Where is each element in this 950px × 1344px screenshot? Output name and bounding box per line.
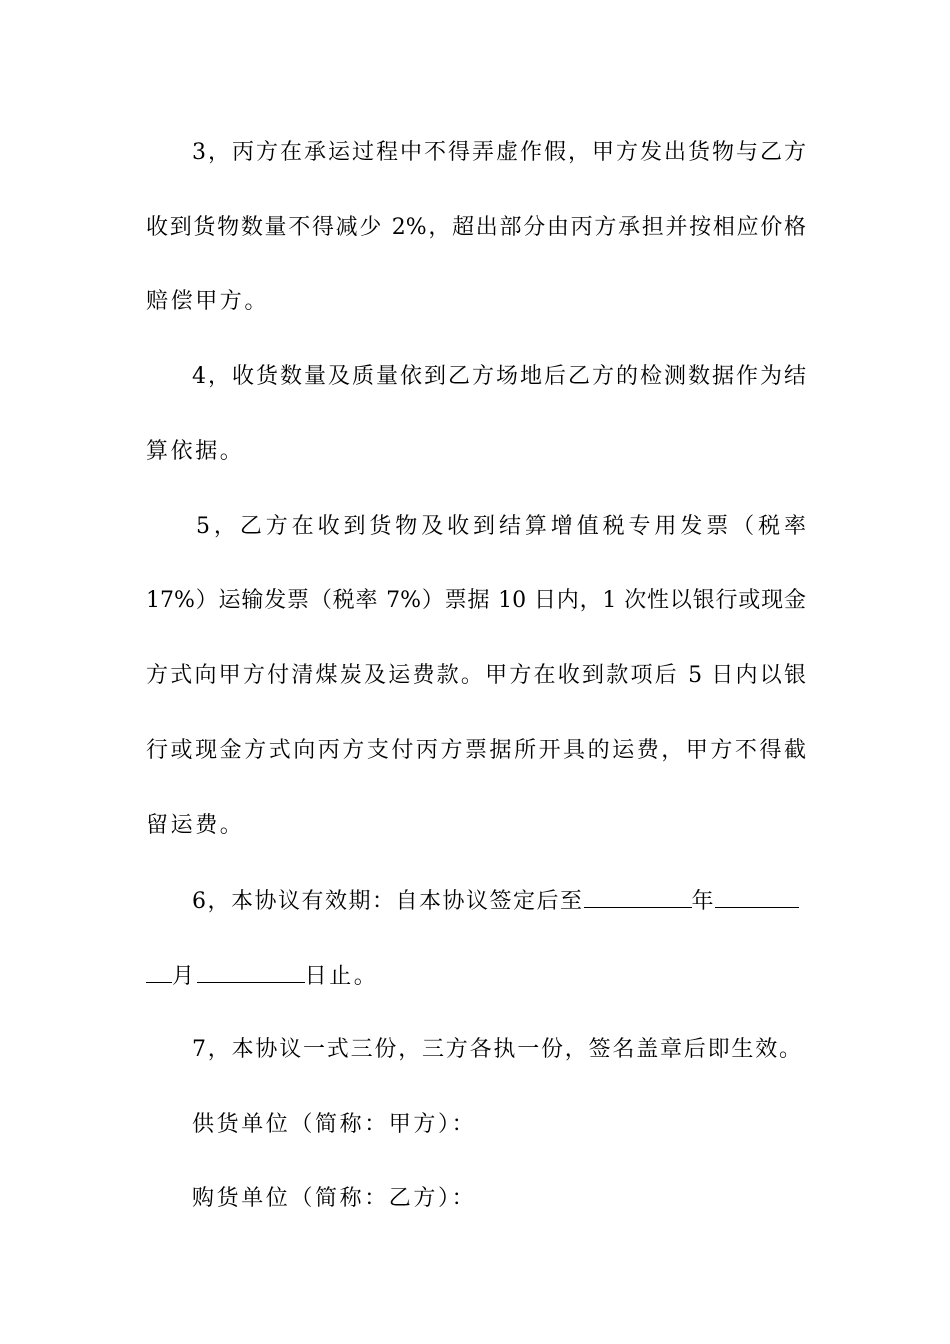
clause-7: 7，本协议一式三份，三方各执一份，签名盖章后即生效。 xyxy=(192,1037,803,1062)
clause-5-line-3: 方式向甲方付清煤炭及运费款。甲方在收到款项后 5 日内以银 xyxy=(146,663,806,688)
year-blank[interactable] xyxy=(584,885,692,908)
clause-5-line-5: 留运费。 xyxy=(146,813,245,838)
clause-3-line-1: 3，丙方在承运过程中不得弄虚作假，甲方发出货物与乙方 xyxy=(192,140,806,165)
clause-6-prefix: 6，本协议有效期：自本协议签定后至 xyxy=(192,889,584,914)
buyer-label: 购货单位（简称：乙方）： xyxy=(192,1186,477,1211)
clause-6-line-1 xyxy=(192,885,806,917)
clause-4-line-1: 4，收货数量及质量依到乙方场地后乙方的检测数据作为结 xyxy=(192,364,806,389)
day-blank[interactable] xyxy=(197,960,305,983)
clause-4-line-2: 算依据。 xyxy=(146,439,245,464)
clause-3-line-3: 赔偿甲方。 xyxy=(146,289,270,314)
month-blank-part-1[interactable] xyxy=(715,885,799,908)
year-label: 年 xyxy=(691,889,716,914)
clause-6-line-2 xyxy=(146,960,806,992)
clause-5-line-2: 17%）运输发票（税率 7%）票据 10 日内，1 次性以银行或现金 xyxy=(146,588,806,613)
supplier-label: 供货单位（简称：甲方）： xyxy=(192,1112,477,1137)
clause-5-line-1: 5，乙方在收到货物及收到结算增值税专用发票（税率 xyxy=(196,514,806,539)
clause-3-line-2: 收到货物数量不得减少 2%，超出部分由丙方承担并按相应价格 xyxy=(146,215,806,240)
day-label: 日止。 xyxy=(304,964,379,989)
month-blank-part-2[interactable] xyxy=(146,960,172,983)
clause-5-line-4: 行或现金方式向丙方支付丙方票据所开具的运费，甲方不得截 xyxy=(146,738,806,763)
month-label: 月 xyxy=(172,964,197,989)
